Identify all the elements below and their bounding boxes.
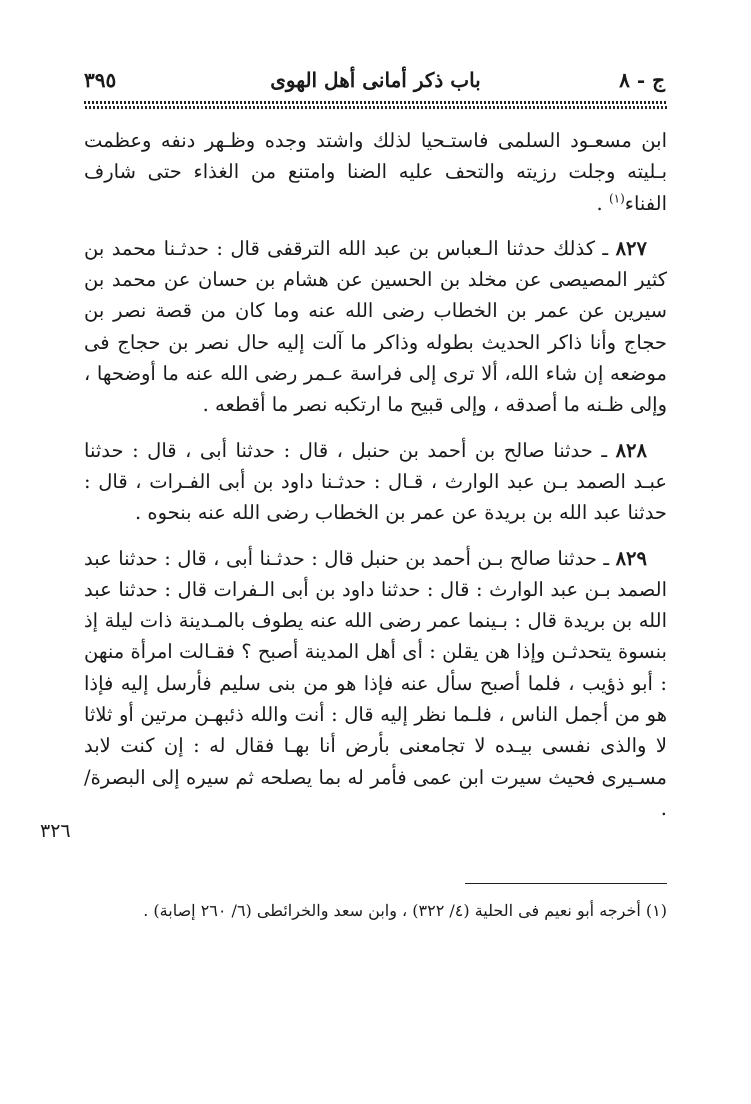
hadith-829: [84, 543, 667, 825]
header-divider: [84, 101, 667, 109]
page-number: ٣٩٥: [84, 68, 117, 92]
running-header: [84, 68, 667, 94]
footnote-divider: [465, 883, 667, 884]
paragraph-text: ـ كذلك حدثنا الـعباس بن عبد الله الترقفى قال : حدثـنا محمد بن كثير المصيصى عن مخلد بن الحسين عن هشام بن حسان عن محمد بن سيرين عن عمر بن الخطاب رضى الله عنه وما كان من قصة نصر بن حجاج وأنا ذاكر الحديث بطوله وذاكر ما آلت إليه حال نصر بن حجاج فى موضعه إن شاء الله، ألا ترى إلى فراسة عـمر رضى الله عنه ما أوضحها ، وإلى ظـنه ما أصدقه ، وإلى قبيح ما ارتكبه نصر ما أقطعه .: [84, 236, 667, 417]
paragraph-continuation: [84, 125, 667, 219]
hadith-number: ٨٢٨: [615, 438, 647, 462]
chapter-title: باب ذكر أمانى أهل الهوى: [270, 68, 481, 92]
main-text: [84, 125, 667, 824]
hadith-number: ٨٢٩: [615, 546, 647, 570]
hadith-828: [84, 435, 667, 529]
volume-label: ج - ٨: [619, 68, 665, 92]
paragraph-text: ابن مسعـود السلمى فاستـحيا لذلك واشتد وجده وظـهر دنفه وعظمت بـليته وجلت رزيته والتحف عليه الضنا وامتنع من الغذاء حتى شارف الفناء: [84, 129, 667, 215]
paragraph-text: ـ حدثنا صالح بـن أحمد بن حنبل قال : حدثـنا أبى ، قال : حدثنا عبد الصمد بـن عبد الوارث : قال : حدثنا داود بن أبى الـفرات قال : حدثنا عبد الله بن بريدة قال : بـينما عمر رضى الله عنه يطوف بالمـدينة ذات ليلة إذ بنسوة يتحدثـن وإذا هن يقلن : أى أهل المدينة أصبح ؟ فقـالت امرأة منهن : أبو ذؤيب ، فلما أصبح سأل عنه فإذا هو من بنى سليم فأرسل إليه فإذا هو من أجمل الناس ، فلـما نظر إليه قال : أنت والله ذئبهـن مرتين أو ثلاثا لا والذى نفسى بيـده لا تجامعنى بأرض أنا بهـا فقال له : إن كنت لابد مسـيرى فحيث سيرت ابن عمى فأمر له بما يصلحه ثم سيره إلى البصرة/ .: [84, 546, 667, 820]
footnote: (١) أخرجه أبو نعيم فى الحلية (٤/ ٣٢٢) ، وابن سعد والخرائطى (٦/ ٢٦٠ إصابة) .: [143, 901, 667, 920]
hadith-827: [84, 233, 667, 421]
hadith-number: ٨٢٧: [615, 236, 647, 260]
paragraph-end: .: [596, 191, 609, 215]
footnote-ref: (١): [608, 191, 625, 206]
paragraph-text: ـ حدثنا صالح بن أحمد بن حنبل ، قال : حدثنا أبى ، قال : حدثنا عبـد الصمد بـن عبد الوارث ، قـال : حدثـنا داود بن أبى الفـرات ، قال : حدثنا عبد الله بن بريدة عن عمر بن الخطاب رضى الله عنه بنحوه .: [84, 438, 667, 525]
margin-page-number: ٣٢٦: [40, 820, 71, 842]
